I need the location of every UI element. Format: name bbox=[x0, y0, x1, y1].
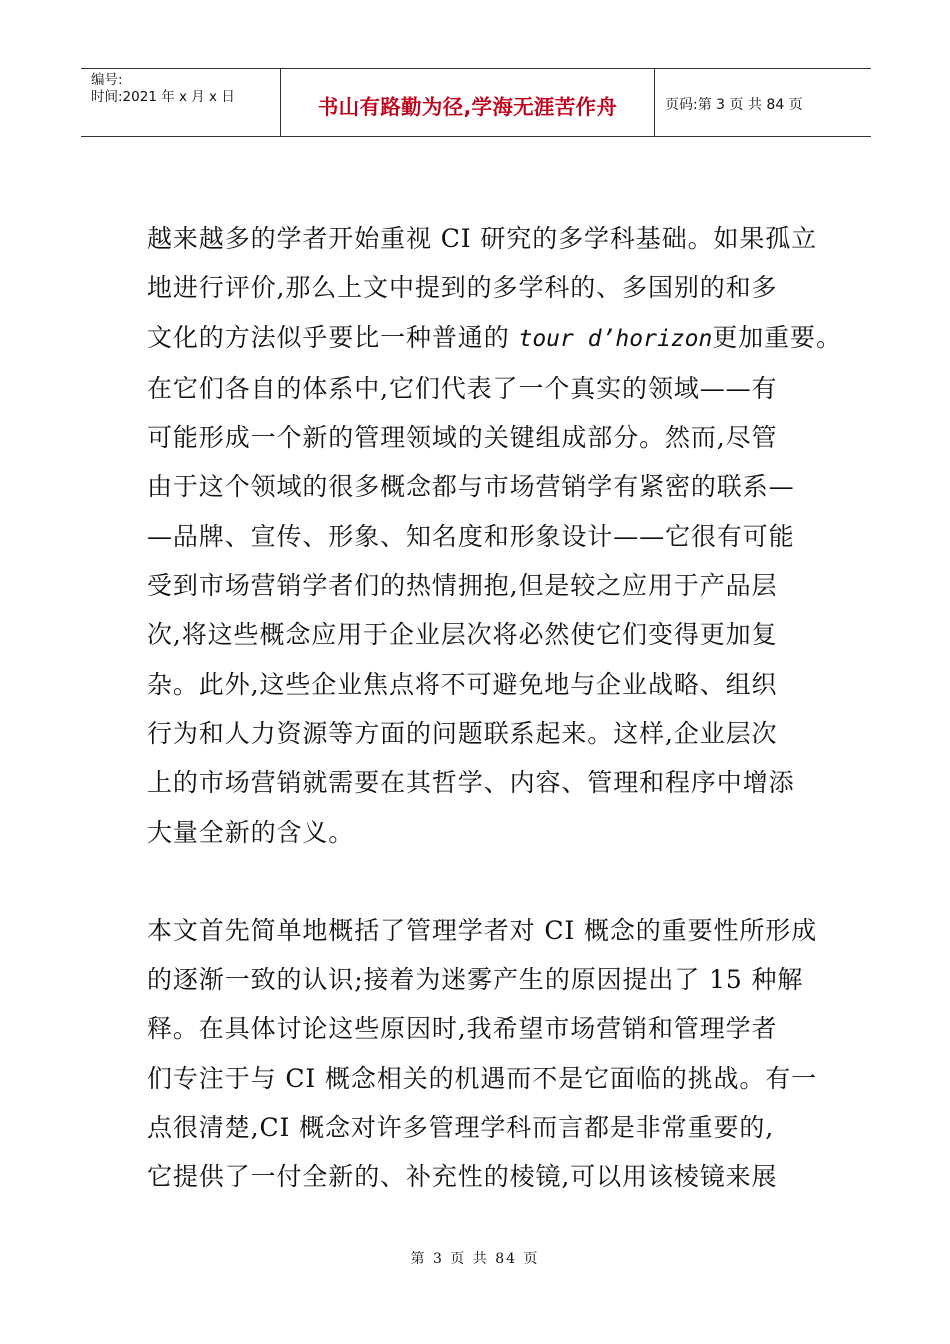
text-line: 越来越多的学者开始重视 CI 研究的多学科基础。如果孤立 bbox=[147, 224, 818, 253]
header-motto-cell bbox=[281, 69, 655, 136]
text-line: —品牌、宣传、形象、知名度和形象设计——它很有可能 bbox=[147, 521, 795, 551]
header-page-label: 页码:第 3 页 共 84 页 bbox=[665, 97, 803, 113]
document-body bbox=[147, 214, 842, 1202]
text-line: 行为和人力资源等方面的问题联系起来。这样,企业层次 bbox=[147, 718, 778, 748]
text-line: 可能形成一个新的管理领域的关键组成部分。然而,尽管 bbox=[147, 423, 778, 453]
header-meta-cell bbox=[81, 69, 281, 136]
text-line: 在它们各自的体系中,它们代表了一个真实的领域——有 bbox=[147, 373, 778, 403]
text-fragment: 更加重要。 bbox=[712, 322, 842, 352]
italic-phrase: tour d’horizon bbox=[518, 325, 713, 352]
page-footer: 第 3 页 共 84 页 bbox=[410, 1251, 540, 1267]
paragraph-2 bbox=[147, 906, 827, 1202]
text-line: 本文首先简单地概括了管理学者对 CI 概念的重要性所形成 bbox=[147, 915, 818, 945]
text-line: 它提供了一付全新的、补充性的棱镜,可以用该棱镜来展 bbox=[147, 1162, 778, 1192]
time-label: 时间:2021 年 x 月 x 日 bbox=[91, 89, 235, 105]
text-line: 释。在具体讨论这些原因时,我希望市场营销和管理学者 bbox=[147, 1014, 778, 1044]
text-line: 上的市场营销就需要在其哲学、内容、管理和程序中增添 bbox=[147, 768, 795, 798]
paragraph-1 bbox=[147, 214, 842, 857]
text-line-with-italic bbox=[147, 313, 842, 364]
text-line: 大量全新的含义。 bbox=[147, 817, 355, 847]
document-header bbox=[81, 68, 871, 137]
header-page-cell bbox=[655, 69, 871, 136]
text-line: 们专注于与 CI 概念相关的机遇而不是它面临的挑战。有一 bbox=[147, 1063, 818, 1093]
number-label: 编号: bbox=[91, 72, 123, 88]
text-line: 的逐渐一致的认识;接着为迷雾产生的原因提出了 15 种解 bbox=[147, 965, 804, 995]
text-fragment: 文化的方法似乎要比一种普通的 bbox=[147, 322, 510, 352]
motto-text: 书山有路勤为径,学海无涯苦作舟 bbox=[317, 94, 618, 119]
text-line: 地进行评价,那么上文中提到的多学科的、多国别的和多 bbox=[147, 273, 778, 303]
text-line: 由于这个领域的很多概念都与市场营销学有紧密的联系— bbox=[147, 472, 795, 502]
text-line: 点很清楚,CI 概念对许多管理学科而言都是非常重要的, bbox=[147, 1113, 775, 1143]
text-line: 杂。此外,这些企业焦点将不可避免地与企业战略、组织 bbox=[147, 669, 778, 699]
text-line: 次,将这些概念应用于企业层次将必然使它们变得更加复 bbox=[147, 620, 778, 650]
text-line: 受到市场营销学者们的热情拥抱,但是较之应用于产品层 bbox=[147, 571, 778, 601]
